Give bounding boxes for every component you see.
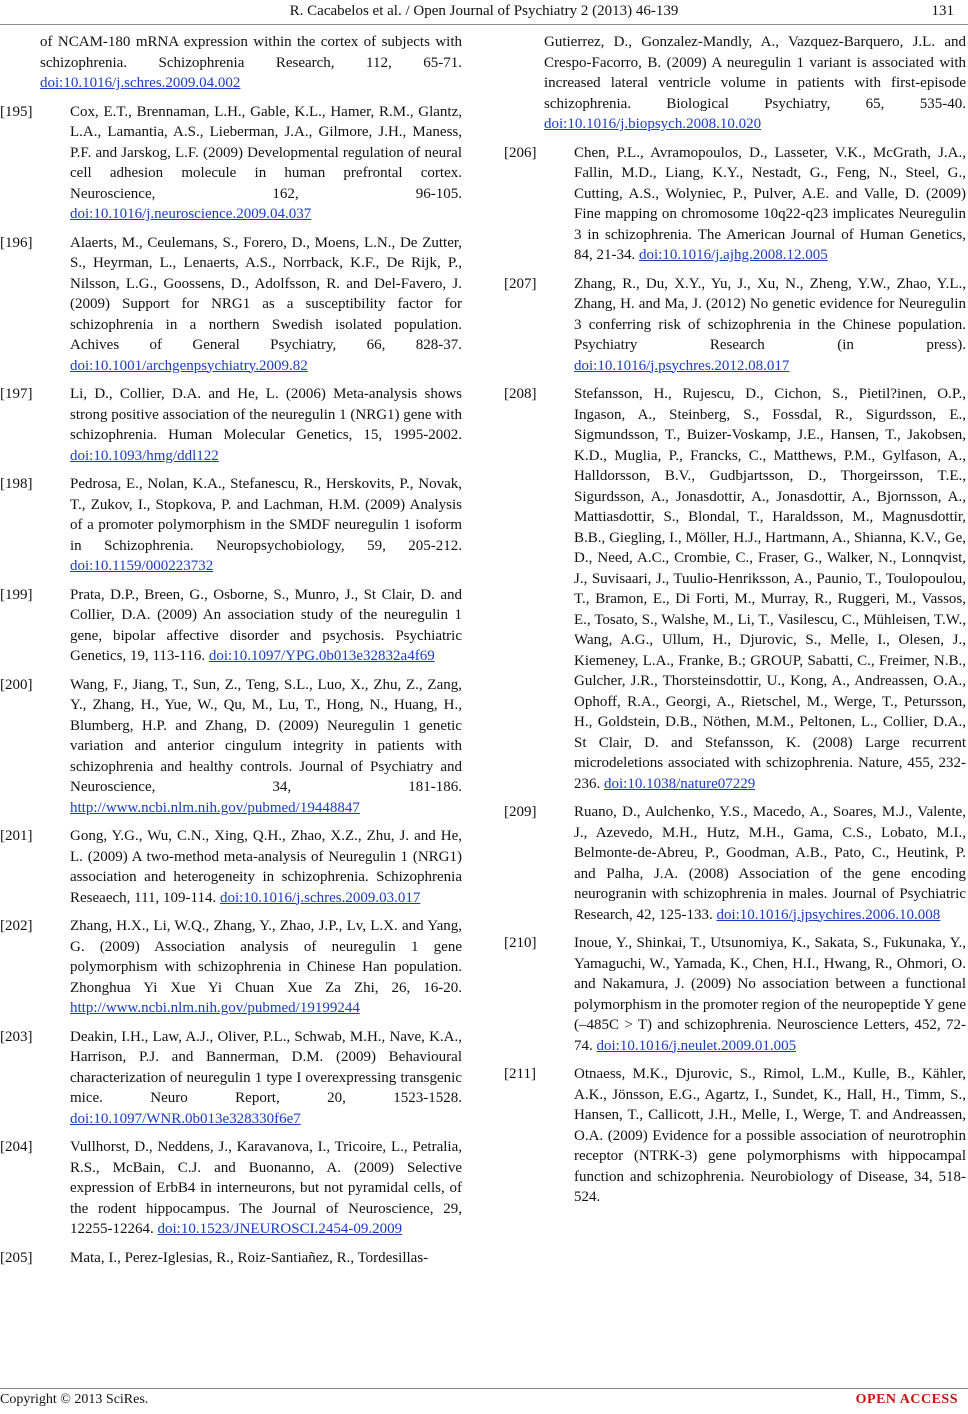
reference-entry (504, 143, 966, 266)
reference-number: [203] (0, 1028, 33, 1045)
reference-entry (0, 474, 462, 577)
reference-text: Wang, F., Jiang, T., Sun, Z., Teng, S.L., Luo, X., Zhu, Z., Zang, Y., Zhang, H., Yue, W., Qu, M., Lu, T., Hong, N., Huang, H., Blumberg, H.P. and Zhang, D. (2009) Neuregulin 1 genetic variation and anterior cingulum integrity in patients with schizophrenia and healthy controls. Journal of Psychiatry and Neuroscience, 34, 181-186. (70, 676, 462, 795)
reference-text: Prata, D.P., Breen, G., Osborne, S., Munro, J., St Clair, D. and Collier, D.A. (2009) An association study of the neuregulin 1 gene, bipolar affective disorder and psychosis. Psychiatric Genetics, 19, 113-116. (70, 586, 462, 664)
reference-number: [200] (0, 676, 33, 693)
reference-entry (544, 32, 966, 135)
reference-text: Vullhorst, D., Neddens, J., Karavanova, I., Tricoire, L., Petralia, R.S., McBain, C.J. and Buonanno, A. (2009) Selective expression of ErbB4 in interneurons, but not pyramidal cells, of the rodent hippocampus. The Journal of Neuroscience, 29, 12255-12264. (70, 1139, 462, 1237)
reference-entry (0, 102, 462, 225)
copyright-notice: Copyright © 2013 SciRes. (0, 1392, 149, 1407)
doi-link[interactable]: doi:10.1016/j.jpsychires.2006.10.008 (716, 906, 941, 923)
reference-number: [201] (0, 828, 33, 844)
doi-link[interactable]: doi:10.1016/j.schres.2009.03.017 (219, 889, 421, 906)
reference-entry (0, 1248, 462, 1269)
running-title: R. Cacabelos et al. / Open Journal of Psychiatry 2 (2013) 46-139 (289, 3, 679, 19)
reference-entry (504, 802, 966, 925)
reference-entry (504, 384, 966, 794)
reference-text: Inoue, Y., Shinkai, T., Utsunomiya, K., Sakata, S., Fukunaka, Y., Yamaguchi, W., Yamada, K., Chen, H.I., Hwang, R., Ohmori, O. and Nakamura, J. (2009) No association between a functional polymorphism in the promoter region of the neuropeptide Y gene (–485C > T) and schizophrenia. Neuroscience Letters, 452, 72-74. (574, 935, 966, 1054)
reference-entry (0, 675, 462, 819)
doi-link[interactable]: doi:10.1016/j.psychres.2012.08.017 (574, 357, 790, 374)
open-access-label: OPEN ACCESS (855, 1392, 958, 1407)
reference-text: Gong, Y.G., Wu, C.N., Xing, Q.H., Zhao, X.Z., Zhu, J. and He, L. (2009) A two-method meta-analysis of Neuregulin 1 (NRG1) association and heterogeneity in schizophrenia. Schizophrenia Reseaech, 111, 109-114. (70, 828, 462, 906)
doi-link[interactable]: doi:10.1097/WNR.0b013e328330f6e7 (70, 1110, 301, 1127)
doi-link[interactable]: doi:10.1523/JNEUROSCI.2454-09.2009 (157, 1221, 403, 1237)
reference-text: Alaerts, M., Ceulemans, S., Forero, D., Moens, L.N., De Zutter, S., Heyrman, L., Lenaerts, A.S., Norrback, K.F., De Rijk, P., Nilsson, L.G., Goossens, D., Adolfsson, R. and Del-Favero, J. (2009) Support for NRG1 as a susceptibility factor for schizophrenia in a northern Swedish isolated population. Achives of General Psychiatry, 66, 828-37. (70, 234, 462, 353)
reference-text: Li, D., Collier, D.A. and He, L. (2006) Meta-analysis shows strong positive association of the neuregulin 1 (NRG1) gene with schizophrenia. Human Molecular Genetics, 15, 1995-2002. (70, 386, 463, 443)
reference-text: Stefansson, H., Rujescu, D., Cichon, S., Pietil?inen, O.P., Ingason, A., Steinberg, S., Fossdal, R., Sigurdsson, E., Sigmundsson, T., Buizer-Voskamp, J.E., Hansen, T., Jakobsen, K.D., Muglia, P., Francks, C., Matthews, P.M., Gylfason, A., Halldorsson, B.V., Gudbjartsson, D., Thorgeirsson, T.E., Sigurdsson, A., Jonasdottir, A., Jonasdottir, A., Bjornsson, A., Mattiasdottir, S., Blondal, T., Haraldsson, M., Magnusdottir, B.B., Giegling, I., Möller, H.J., Hartmann, A., Shianna, K.V., Ge, D., Need, A.C., Crombie, C., Fraser, G., Walker, N., Lonnqvist, J., Suvisaari, J., Tuulio-Henriksson, A., Paunio, T., Toulopoulou, T., Bramon, E., Di Forti, M., Murray, R., Ruggeri, M., Vassos, E., Tosato, S., Walshe, M., Li, T., Vasilescu, C., Mühleisen, T.W., Wang, A.G., Ullum, H., Djurovic, S., Melle, I., Olesen, J., Kiemeney, L.A., Franke, B.; GROUP, Sabatti, C., Freimer, N.B., Gulcher, J.R., Thorsteinsdottir, U., Kong, A., Andreassen, O.A., Ophoff, R.A., Georgi, A., Rietschel, M., Werge, T., Petursson, H., Goldstein, D.B., Nöthen, M.M., Peltonen, L., Collier, D.A., St Clair, D. and Stefansson, K. (2008) Large recurrent microdeletions associated with schizophrenia. Nature, 455, 232-236. (574, 386, 966, 792)
reference-text: Zhang, R., Du, X.Y., Yu, J., Xu, N., Zheng, Y.W., Zhao, Y.L., Zhang, H. and Ma, J. (2012) No genetic evidence for Neuregulin 3 conferring risk of schizophrenia in the Chinese population. Psychiatry Research (in press). (574, 275, 966, 353)
doi-link[interactable]: doi:10.1001/archgenpsychiatry.2009.82 (70, 357, 308, 374)
reference-text: Mata, I., Perez-Iglesias, R., Roiz-Santiañez, R., Tordesillas- (70, 1249, 429, 1266)
doi-link[interactable]: doi:10.1016/j.neulet.2009.01.005 (596, 1037, 797, 1054)
reference-text: of NCAM-180 mRNA expression within the cortex of subjects with schizophrenia. Schizophrenia Research, 112, 65-71. (40, 34, 462, 71)
reference-entry (40, 32, 462, 94)
reference-entry (0, 585, 462, 667)
doi-link[interactable]: http://www.ncbi.nlm.nih.gov/pubmed/19448847 (70, 799, 360, 816)
page-number: 131 (931, 3, 954, 19)
doi-link[interactable]: doi:10.1016/j.ajhg.2008.12.005 (639, 247, 828, 263)
reference-entry (0, 233, 462, 377)
doi-link[interactable]: doi:10.1016/j.schres.2009.04.002 (40, 75, 241, 91)
doi-link[interactable]: doi:10.1093/hmg/ddl122 (70, 447, 219, 464)
reference-number: [209] (504, 804, 537, 820)
left-column (0, 32, 463, 1276)
reference-entry (504, 1064, 966, 1208)
reference-text: Deakin, I.H., Law, A.J., Oliver, P.L., Schwab, M.H., Nave, K.A., Harrison, P.J. and Bannerman, D.M. (2009) Behavioural characterization of neuregulin 1 type I overexpressing transgenic mice. Neuro Report, 20, 1523-1528. (70, 1028, 462, 1106)
reference-entry (0, 916, 462, 1019)
reference-number: [211] (504, 1066, 536, 1082)
reference-number: [204] (0, 1139, 33, 1155)
running-header (0, 0, 968, 25)
reference-number: [198] (0, 476, 33, 492)
right-column (504, 32, 966, 1216)
doi-link[interactable]: doi:10.1038/nature07229 (604, 775, 756, 792)
reference-number: [196] (0, 234, 33, 251)
reference-entry (0, 1137, 462, 1240)
reference-number: [208] (504, 386, 537, 402)
reference-number: [199] (0, 586, 33, 603)
doi-link[interactable]: doi:10.1016/j.biopsych.2008.10.020 (544, 116, 762, 132)
reference-number: [202] (0, 918, 33, 934)
reference-text: Ruano, D., Aulchenko, Y.S., Macedo, A., Soares, M.J., Valente, J., Azevedo, M.H., Hutz, M.H., Gama, C.S., Lobato, M.I., Belmonte-de-Abreu, P., Goodman, A.B., Pato, C., Heutink, P. and Palha, J.A. (2008) Association of the gene encoding neurogranin with schizophrenia in males. Journal of Psychiatric Research, 42, 125-133. (574, 804, 966, 923)
reference-text: Zhang, H.X., Li, W.Q., Zhang, Y., Zhao, J.P., Lv, L.X. and Yang, G. (2009) Association analysis of neuregulin 1 gene polymorphism with schizophrenia in Chinese Han population. Zhonghua Yi Xue Yi Chuan Xue Za Zhi, 26, 16-20. (70, 918, 462, 996)
doi-link[interactable]: doi:10.1097/YPG.0b013e32832a4f69 (208, 648, 435, 664)
reference-number: [195] (0, 103, 33, 120)
reference-text: Gutierrez, D., Gonzalez-Mandly, A., Vazquez-Barquero, J.L. and Crespo-Facorro, B. (2009) A neuregulin 1 variant is associated with increased lateral ventricle volume in patients with first-episode schizophrenia. Biological Psychiatry, 65, 535-40. (544, 34, 966, 112)
reference-entry (0, 826, 462, 908)
reference-text: Otnaess, M.K., Djurovic, S., Rimol, L.M., Kulle, B., Kähler, A.K., Jönsson, E.G., Agartz, I., Sundet, K., Hall, H., Timm, S., Hansen, T., Callicott, J.H., Melle, I., Werge, T. and Andreassen, O.A. (2009) Evidence for a possible association of neurotrophin receptor (NTRK-3) gene polymorphisms with hippocampal function and schizophrenia. Neurobiology of Disease, 34, 518-524. (574, 1066, 966, 1205)
doi-link[interactable]: doi:10.1016/j.neuroscience.2009.04.037 (70, 206, 312, 222)
page-footer (0, 1388, 968, 1413)
doi-link[interactable]: http://www.ncbi.nlm.nih.gov/pubmed/19199244 (70, 1000, 360, 1016)
reference-text: Pedrosa, E., Nolan, K.A., Stefanescu, R., Herskovits, P., Novak, T., Zukov, I., Stopkova, P. and Lachman, H.M. (2009) Analysis of a promoter polymorphism in the SMDF neuregulin 1 isoform in Schizophrenia. Neuropsychobiology, 59, 205-212. (70, 476, 462, 554)
reference-entry (504, 274, 966, 377)
reference-entry (504, 933, 966, 1056)
reference-text: Chen, P.L., Avramopoulos, D., Lasseter, V.K., McGrath, J.A., Fallin, M.D., Liang, K.Y., Nestadt, G., Feng, N., Steel, G., Cutting, A.S., Wolyniec, P., Pulver, A.E. and Valle, D. (2009) Fine mapping on chromosome 10q22-q23 implicates Neuregulin 3 in schizophrenia. The American Journal of Human Genetics, 84, 21-34. (574, 144, 966, 263)
reference-number: [207] (504, 275, 537, 292)
reference-number: [206] (504, 144, 537, 161)
reference-number: [210] (504, 935, 537, 951)
reference-entry (0, 384, 463, 466)
reference-number: [205] (0, 1249, 33, 1266)
reference-number: [197] (0, 386, 33, 402)
reference-text: Cox, E.T., Brennaman, L.H., Gable, K.L., Hamer, R.M., Glantz, L.A., Lamantia, A.S., Lieberman, J.A., Gilmore, J.H., Maness, P.F. and Jarskog, L.F. (2009) Developmental regulation of neural cell adhesion molecule in human prefrontal cortex. Neuroscience, 162, 96-105. (70, 103, 462, 202)
doi-link[interactable]: doi:10.1159/000223732 (70, 558, 214, 574)
reference-entry (0, 1027, 462, 1130)
